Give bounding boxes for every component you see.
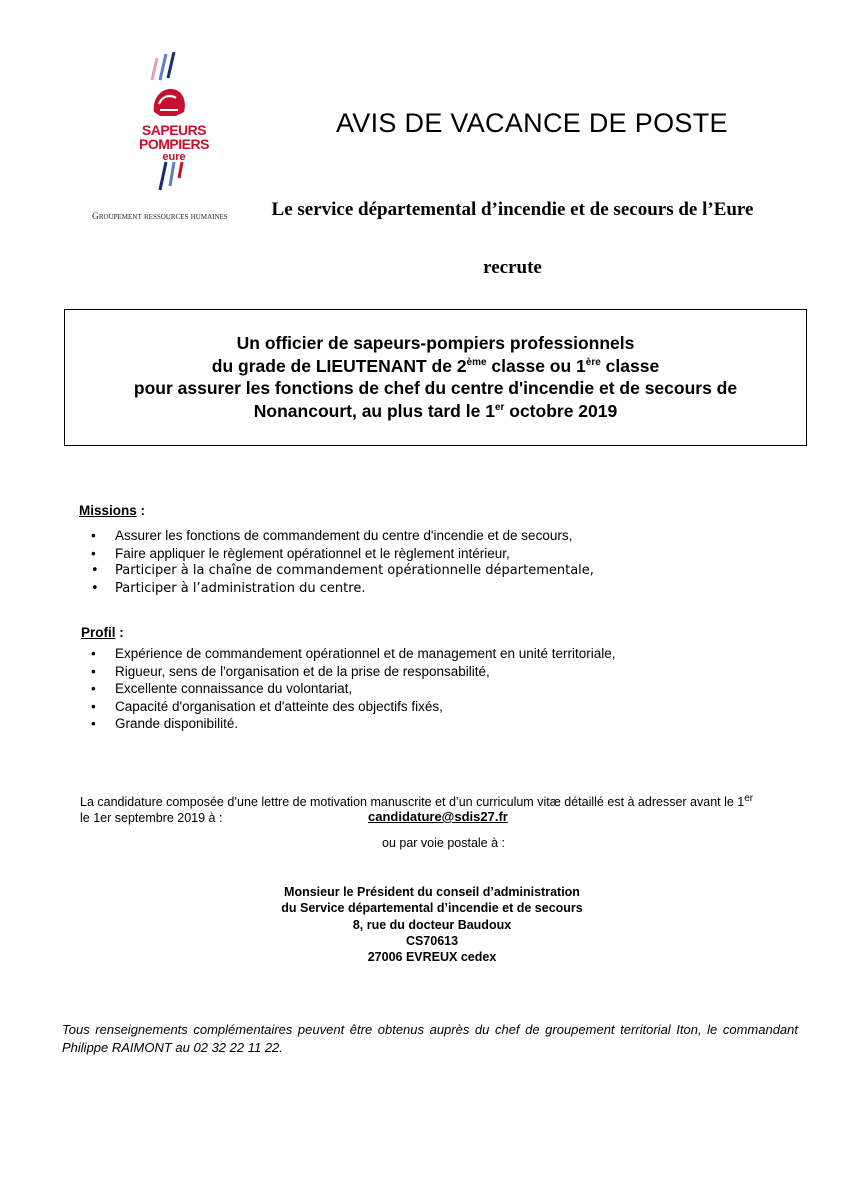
logo-text-sapeurs: SAPEURS [141,122,207,138]
list-item: • Participer à l’administration du centre. [91,580,594,598]
profil-list [91,645,616,733]
organization-name: Le service départemental d’incendie et de secours de l’Eure [271,199,754,220]
list-item: • Excellente connaissance du volontariat, [91,680,616,698]
position-description [65,332,806,422]
address-line: CS70613 [405,933,459,948]
list-item: • Rigueur, sens de l'organisation et de la prise de responsabilité, [91,663,616,681]
position-line-2: du grade de LIEUTENANT de 2ème classe ou 1ère classe [211,355,660,376]
address-line: 8, rue du docteur Baudoux [352,917,512,932]
list-item: • Expérience de commandement opérationnel et de management en unité territoriale, [91,645,616,663]
footer-note [62,1021,798,1057]
application-line-2: le 1er septembre 2019 à : [80,811,223,825]
logo-subtitle: Groupement ressources humaines [92,212,228,222]
address-line: Monsieur le Président du conseil d’administration [284,885,580,899]
list-item: • Assurer les fonctions de commandement du centre d'incendie et de secours, [91,527,594,545]
helmet-icon [150,86,188,120]
footer-line-1: Tous renseignements complémentaires peuvent être obtenus auprès du chef de groupement territorial Iton, le commandant [62,1022,798,1037]
position-line-4: Nonancourt, au plus tard le 1er octobre 2019 [253,400,618,421]
missions-list [91,527,594,597]
application-line-1: La candidature composée d’une lettre de motivation manuscrite et d’un curriculum vitæ détaillé est à adresser avant le 1er [80,792,754,809]
list-item: • Grande disponibilité. [91,715,616,733]
page-title: AVIS DE VACANCE DE POSTE [336,108,728,138]
position-line-1: Un officier de sapeurs-pompiers professionnels [236,333,635,353]
profil-heading: Profil : [81,625,124,640]
list-item: • Capacité d'organisation et d'atteinte des objectifs fixés, [91,698,616,716]
sdis-logo [92,52,238,232]
position-box [64,309,807,446]
recruits-label: recrute [483,257,542,278]
email-link[interactable]: candidature@sdis27.fr [368,809,508,824]
position-line-3: pour assurer les fonctions de chef du centre d'incendie et de secours de [133,378,738,398]
list-item: • Participer à la chaîne de commandement opérationnelle départementale, [91,562,594,580]
address-line: 27006 EVREUX cedex [367,950,497,965]
postal-address [232,884,632,965]
address-line: du Service départemental d’incendie et de secours [281,901,583,916]
list-item: • Faire appliquer le règlement opérationnel et le règlement intérieur, [91,545,594,563]
logo-text-pompiers: POMPIERS [139,136,209,152]
logo-text-eure: eure [162,151,186,163]
missions-heading: Missions : [79,503,146,518]
postal-intro: ou par voie postale à : [382,836,505,850]
footer-line-2: Philippe RAIMONT au 02 32 22 11 22. [62,1040,283,1055]
